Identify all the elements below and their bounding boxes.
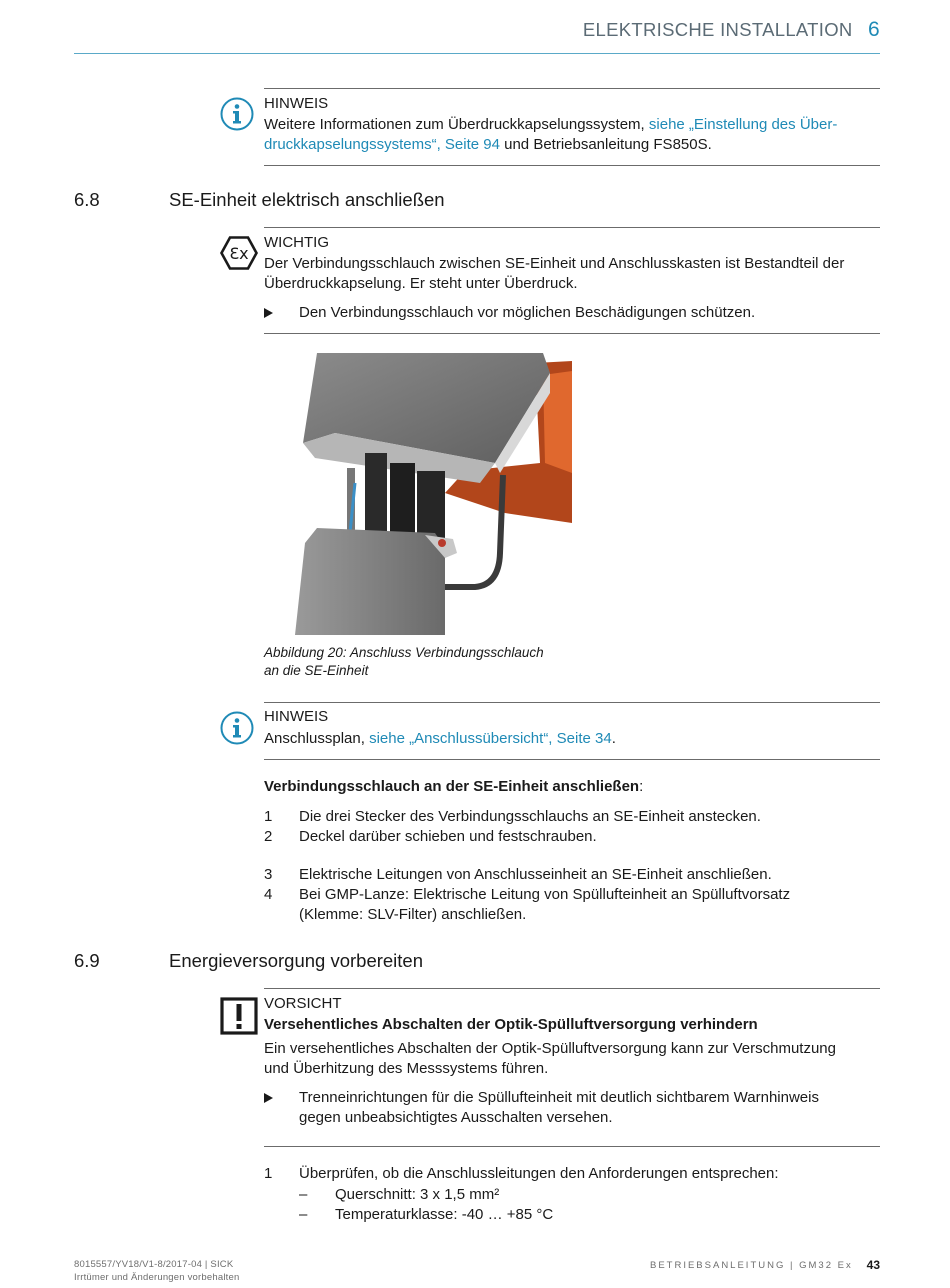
action-arrow-icon [264, 308, 273, 318]
figure-connection-image [295, 353, 572, 640]
figure-caption-line2: an die SE-Einheit [264, 663, 369, 678]
important-bottom-rule [264, 333, 880, 334]
chapter-title: ELEKTRISCHE INSTALLATION [582, 19, 853, 40]
sub-item-dash: – [299, 1206, 308, 1223]
caution-top-rule [264, 988, 880, 989]
notice2-label: HINWEIS [264, 708, 329, 725]
notice1-bottom-rule [264, 165, 880, 166]
caution-bottom-rule [264, 1146, 880, 1147]
notice2-bottom-rule [264, 759, 880, 760]
procedure-title [264, 777, 643, 797]
section-6-9-number: 6.9 [74, 950, 100, 971]
page-number: 43 [866, 1258, 880, 1272]
step-number: 4 [264, 886, 273, 903]
step-text: Deckel darüber schieben und festschrauben. [299, 828, 597, 845]
header-rule [74, 53, 880, 54]
warning-icon [220, 997, 258, 1040]
notice2-text [264, 729, 616, 749]
section-6-8-number: 6.8 [74, 189, 100, 210]
procedure-title-text: Verbindungsschlauch an der SE-Einheit anschließen [264, 778, 640, 795]
step-text: Die drei Stecker des Verbindungsschlauchs an SE-Einheit anstecken. [299, 808, 761, 825]
important-action: Den Verbindungsschlauch vor möglichen Beschädigungen schützen. [299, 304, 756, 321]
procedure-title-colon: : [639, 778, 644, 795]
sub-item-dash: – [299, 1186, 308, 1203]
ex-icon [220, 236, 258, 275]
action-arrow-icon [264, 1093, 273, 1103]
step-text: Bei GMP-Lanze: Elektrische Leitung von Spüllufteinheit an Spülluftvorsatz [299, 886, 791, 903]
footer-manual: BETRIEBSANLEITUNG | GM32 Ex [650, 1260, 853, 1271]
notice1-link-cont[interactable]: druckkapselungssystems“, Seite 94 [264, 136, 500, 153]
svg-text:Ɛx: Ɛx [229, 244, 249, 263]
step-number: 2 [264, 828, 273, 845]
info-icon [220, 711, 254, 750]
important-label: WICHTIG [264, 234, 329, 251]
step-number: 3 [264, 866, 273, 883]
notice1-label: HINWEIS [264, 95, 329, 112]
notice1-text-after: und Betriebsanleitung FS850S. [499, 136, 712, 153]
caution-text-line2: und Überhitzung des Messsystems führen. [264, 1060, 549, 1077]
caution-text-line1: Ein versehentliches Abschalten der Optik-Spülluftversorgung kann zur Verschmutzung [264, 1040, 836, 1057]
footer-doc-id: 8015557/YV18/V1-8/2017-04 | SICK [74, 1259, 234, 1270]
important-text-line2: Überdruckkapselung. Er steht unter Überdruck. [264, 275, 578, 292]
notice1-link[interactable]: siehe „Einstellung des Über- [648, 116, 838, 133]
info-icon [220, 97, 254, 136]
notice1-top-rule [264, 88, 880, 89]
caution-label: VORSICHT [264, 995, 342, 1012]
step-number: 1 [264, 1165, 273, 1182]
caution-action-line1: Trenneinrichtungen für die Spüllufteinheit mit deutlich sichtbarem Warnhinweis [299, 1089, 819, 1106]
section-6-8-title: SE-Einheit elektrisch anschließen [169, 189, 445, 210]
caution-headline: Versehentliches Abschalten der Optik-Spülluftversorgung verhindern [264, 1016, 758, 1033]
notice1-text [264, 115, 880, 155]
important-text-line1: Der Verbindungsschlauch zwischen SE-Einheit und Anschlusskasten ist Bestandteil der [264, 255, 845, 272]
sub-item-text: Querschnitt: 3 x 1,5 mm² [335, 1186, 500, 1203]
step-text: Überprüfen, ob die Anschlussleitungen den Anforderungen entsprechen: [299, 1165, 779, 1182]
section-6-9-title: Energieversorgung vorbereiten [169, 950, 424, 971]
important-top-rule [264, 227, 880, 228]
step-text-cont: (Klemme: SLV-Filter) anschließen. [299, 906, 527, 923]
step-text: Elektrische Leitungen von Anschlusseinheit an SE-Einheit anschließen. [299, 866, 772, 883]
step-number: 1 [264, 808, 273, 825]
sub-item-text: Temperaturklasse: -40 … +85 °C [335, 1206, 554, 1223]
notice2-text-after: . [611, 730, 616, 747]
footer-disclaimer: Irrtümer und Änderungen vorbehalten [74, 1272, 240, 1283]
notice2-top-rule [264, 702, 880, 703]
notice2-text-before: Anschlussplan, [264, 730, 370, 747]
chapter-number: 6 [868, 18, 880, 41]
running-header [583, 18, 880, 42]
notice1-text-before: Weitere Informationen zum Überdruckkapselungssystem, [264, 116, 649, 133]
notice2-link[interactable]: siehe „Anschlussübersicht“, Seite 34 [369, 730, 612, 747]
caution-action-line2: gegen unbeabsichtigtes Ausschalten versehen. [299, 1109, 613, 1126]
figure-caption-line1: Abbildung 20: Anschluss Verbindungsschlauch [264, 645, 544, 660]
